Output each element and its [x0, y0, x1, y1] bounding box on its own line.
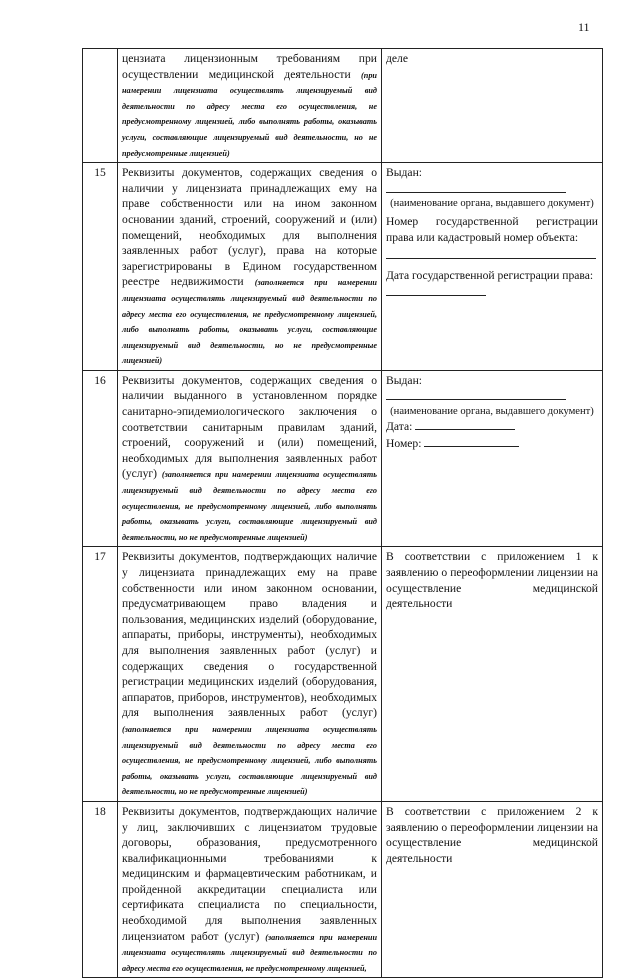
row-value	[382, 801, 603, 978]
reg-date-label: Дата государственной регистрации права:	[386, 268, 594, 282]
value-text: В соответствии с приложением 2 к заявлению о переоформлении лицензии на осуществление медицинской деятельности	[386, 804, 598, 865]
issued-label: Выдан:	[386, 373, 422, 387]
table-row	[83, 547, 603, 802]
value-text: В соответствии с приложением 1 к заявлению о переоформлении лицензии на осуществление медицинской деятельности	[386, 550, 598, 611]
table-row	[83, 370, 603, 547]
number-label: Номер:	[386, 436, 422, 450]
description-text: Реквизиты документов, содержащих сведения о наличии у лицензиата принадлежащих ему на праве собственности или на ином законном основании зданий, строений, сооружений и (или) помещений, необходимых для выполнения заявленных работ (услуг), права на которые зарегистрированы в Едином государственном реестре недвижимости	[122, 166, 377, 289]
issued-label: Выдан:	[386, 166, 422, 180]
description-note: (заполняется при намерении лицензиата осуществлять лицензируемый вид деятельности по адресу места его осуществления, не предусмотренному лицензией, либо выполнять работы, оказывать услуги, составляющие лицензируемый вид деятельности, но не предусмотренные лицензией)	[122, 278, 377, 366]
row-description	[118, 547, 382, 802]
description-note: (заполняется при намерении лицензиата осуществлять лицензируемый вид деятельности по адресу места его осуществления, не предусмотренному лицензией,	[122, 932, 377, 973]
date-field[interactable]	[415, 418, 515, 430]
row-description	[118, 49, 382, 163]
row-value	[382, 370, 603, 547]
description-text: Реквизиты документов, подтверждающих наличие у лиц, заключивших с лицензиатом трудовые договоры, образования, предусмотренного квалификационными требованиями к медицинским и фармацевтическим работникам, и пройденной аккредитации специалиста или сертификата специалиста по специальности, необходимой для выполнения заявленных лицензиатом работ (услуг)	[122, 804, 377, 943]
row-value	[382, 163, 603, 371]
description-note: (при намерении лицензиата осуществлять лицензируемый вид деятельности по адресу места его осуществления, не предусмотренному лицензией, либо выполнять работы, оказывать услуги, составляющие лицензируемый вид деятельности, но не предусмотренные лицензией)	[122, 70, 377, 158]
row-number: 15	[83, 163, 118, 371]
number-field[interactable]	[424, 435, 519, 447]
row-value	[382, 49, 603, 163]
reg-number-field[interactable]	[386, 246, 596, 259]
reg-date-field[interactable]	[386, 283, 486, 296]
date-label: Дата:	[386, 420, 413, 434]
description-text: Реквизиты документов, подтверждающих наличие у лицензиата принадлежащих ему на праве собственности или ином законном основании, предусматривающем право владения и пользования, медицинских изделий (оборудование, аппараты, приборы, инструменты), необходимых для выполнения заявленных работ (услуг) и содержащих сведения о государственной регистрации медицинских изделий (оборудования, аппаратов, приборов, инструментов), необходимых для выполнения заявленных работ (услуг)	[122, 550, 377, 720]
row-description	[118, 163, 382, 371]
description-text: Реквизиты документов, содержащих сведения о наличии выданного в установленном порядке санитарно-эпидемиологического заключения о соответствии санитарным правилам зданий, строений, сооружений и (или) помещений, необходимых для выполнения заявленных работ (услуг)	[122, 373, 377, 481]
row-number	[83, 49, 118, 163]
row-number: 17	[83, 547, 118, 802]
table-row	[83, 49, 603, 163]
issued-field[interactable]	[386, 388, 566, 400]
row-number: 16	[83, 370, 118, 547]
issued-field[interactable]	[386, 181, 566, 193]
requisites-table	[82, 48, 603, 978]
issued-caption: (наименование органа, выдавшего документ)	[390, 198, 594, 210]
reg-number-label: Номер государственной регистрации права или кадастровый номер объекта:	[386, 215, 598, 244]
description-text: цензиата лицензионным требованиям при осуществлении медицинской деятельности	[122, 52, 377, 81]
table-row	[83, 163, 603, 371]
row-description	[118, 370, 382, 547]
description-note: (заполняется при намерении лицензиата осуществлять лицензируемый вид деятельности по адресу места его осуществления, не предусмотренному лицензией, либо выполнять работы, оказывать услуги, составляющие лицензируемый вид деятельности, но не предусмотренные лицензией)	[122, 724, 377, 797]
page-number: 11	[578, 20, 590, 34]
issued-caption: (наименование органа, выдавшего документ)	[390, 406, 594, 418]
table-row	[83, 801, 603, 978]
row-description	[118, 801, 382, 978]
row-number: 18	[83, 801, 118, 978]
value-text: деле	[386, 52, 408, 65]
description-note: (заполняется при намерении лицензиата осуществлять лицензируемый вид деятельности по адресу места его осуществления, не предусмотренному лицензией, либо выполнять работы, оказывать услуги, составляющие лицензируемый вид деятельности, но не предусмотренные лицензией)	[122, 470, 377, 542]
row-value	[382, 547, 603, 802]
